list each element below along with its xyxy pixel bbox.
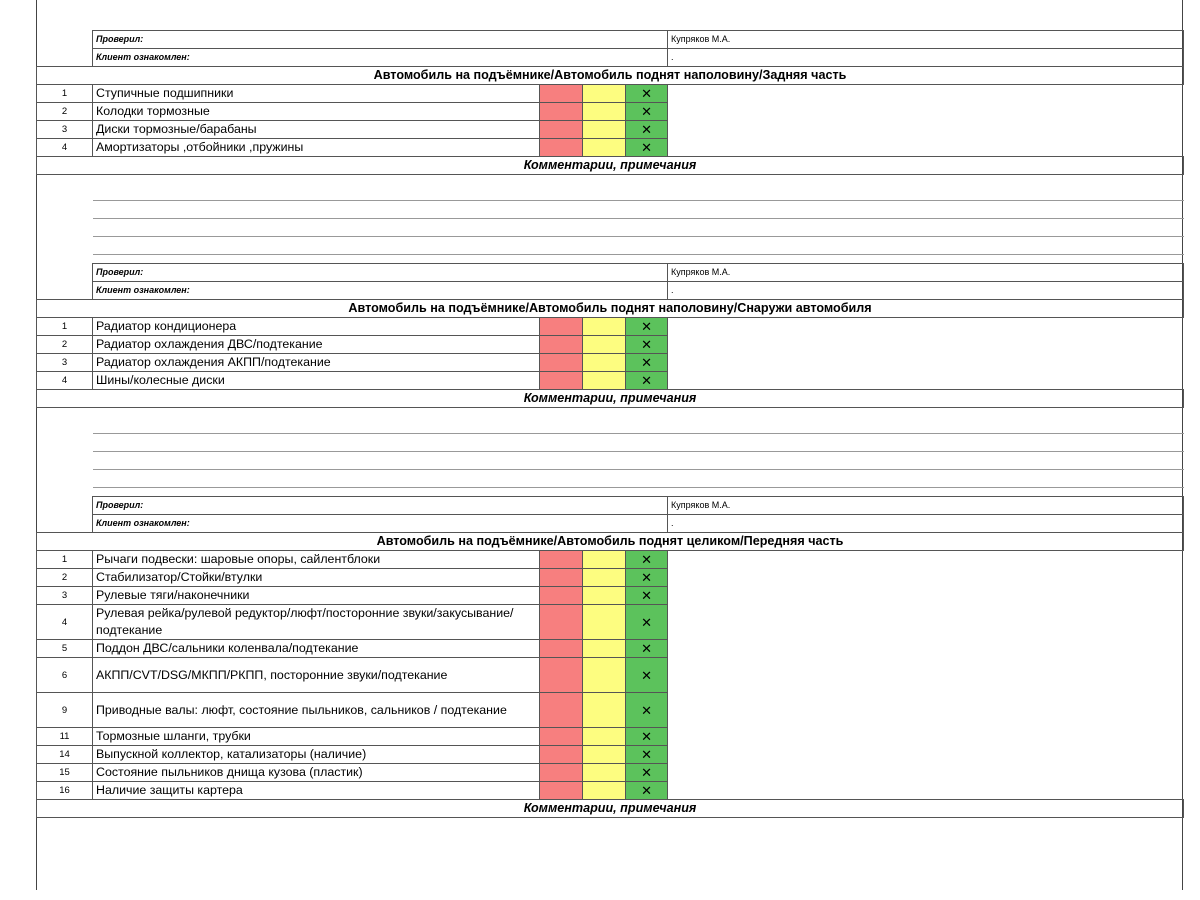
item-number: 3 [37,354,93,372]
comments-header: Комментарии, примечания [37,800,1184,818]
status-warn-cell[interactable] [583,746,626,764]
item-note-cell [668,605,1184,640]
item-number: 9 [37,693,93,728]
checked-by-label: Проверил: [93,497,668,515]
status-ok-mark[interactable]: ✕ [626,658,668,693]
spacer-cell [37,183,93,201]
section-title: Автомобиль на подъёмнике/Автомобиль поднят целиком/Передняя часть [37,533,1184,551]
client-acknowledged-value: . [668,515,1184,533]
item-number: 15 [37,764,93,782]
status-warn-cell[interactable] [583,640,626,658]
spacer-cell [37,282,93,300]
spacer-cell [37,219,93,237]
status-ok-mark[interactable]: ✕ [626,121,668,139]
status-ok-mark[interactable]: ✕ [626,551,668,569]
status-ok-mark[interactable]: ✕ [626,587,668,605]
item-text: Поддон ДВС/сальники коленвала/подтекание [93,640,540,658]
item-note-cell [668,693,1184,728]
comments-header: Комментарии, примечания [37,390,1184,408]
status-warn-cell[interactable] [583,551,626,569]
spacer-cell [37,497,93,515]
status-ok-mark[interactable]: ✕ [626,372,668,390]
spacer-row [37,175,1184,184]
status-warn-cell[interactable] [583,121,626,139]
spacer-cell [37,31,93,49]
client-acknowledged-label: Клиент ознакомлен: [93,515,668,533]
status-ok-mark[interactable]: ✕ [626,640,668,658]
status-warn-cell[interactable] [583,103,626,121]
item-text: Шины/колесные диски [93,372,540,390]
item-number: 5 [37,640,93,658]
status-bad-cell[interactable] [540,121,583,139]
item-text: Радиатор охлаждения АКПП/подтекание [93,354,540,372]
item-number: 16 [37,782,93,800]
status-bad-cell[interactable] [540,693,583,728]
status-warn-cell[interactable] [583,782,626,800]
item-note-cell [668,103,1184,121]
status-bad-cell[interactable] [540,764,583,782]
item-note-cell [668,728,1184,746]
item-text: Наличие защиты картера [93,782,540,800]
status-ok-mark[interactable]: ✕ [626,764,668,782]
spacer-row [37,408,1184,417]
item-note-cell [668,139,1184,157]
status-warn-cell[interactable] [583,728,626,746]
item-number: 4 [37,372,93,390]
item-number: 3 [37,121,93,139]
comment-line[interactable] [93,219,1184,237]
item-text: Приводные валы: люфт, состояние пыльников, сальников / подтекание [93,693,540,728]
status-bad-cell[interactable] [540,746,583,764]
spacer-cell [37,237,93,255]
item-text: Рулевые тяги/наконечники [93,587,540,605]
status-bad-cell[interactable] [540,605,583,640]
status-bad-cell[interactable] [540,354,583,372]
spacer-cell [37,515,93,533]
spacer-row [37,488,1184,497]
spacer-row [37,255,1184,264]
spacer-cell [37,416,93,434]
item-text: Рычаги подвески: шаровые опоры, сайлентблоки [93,551,540,569]
spacer-cell [37,470,93,488]
status-ok-mark[interactable]: ✕ [626,336,668,354]
comment-line[interactable] [93,434,1184,452]
status-bad-cell[interactable] [540,587,583,605]
item-text: Амортизаторы ,отбойники ,пружины [93,139,540,157]
status-ok-mark[interactable]: ✕ [626,139,668,157]
item-number: 4 [37,605,93,640]
status-bad-cell[interactable] [540,139,583,157]
status-warn-cell[interactable] [583,318,626,336]
client-acknowledged-value: . [668,282,1184,300]
status-ok-mark[interactable]: ✕ [626,605,668,640]
item-number: 14 [37,746,93,764]
status-ok-mark[interactable]: ✕ [626,746,668,764]
item-number: 2 [37,336,93,354]
status-ok-mark[interactable]: ✕ [626,782,668,800]
item-number: 1 [37,318,93,336]
status-ok-mark[interactable]: ✕ [626,693,668,728]
item-note-cell [668,85,1184,103]
status-warn-cell[interactable] [583,605,626,640]
status-bad-cell[interactable] [540,640,583,658]
spacer-cell [37,434,93,452]
comment-line[interactable] [93,416,1184,434]
status-ok-mark[interactable]: ✕ [626,354,668,372]
item-number: 4 [37,139,93,157]
comment-line[interactable] [93,470,1184,488]
item-text: Радиатор охлаждения ДВС/подтекание [93,336,540,354]
status-warn-cell[interactable] [583,372,626,390]
item-note-cell [668,336,1184,354]
client-acknowledged-value: . [668,49,1184,67]
item-number: 2 [37,103,93,121]
item-text: Выпускной коллектор, катализаторы (наличие) [93,746,540,764]
status-warn-cell[interactable] [583,764,626,782]
item-number: 1 [37,85,93,103]
item-text: Тормозные шланги, трубки [93,728,540,746]
status-warn-cell[interactable] [583,658,626,693]
item-note-cell [668,782,1184,800]
spacer-cell [37,49,93,67]
item-number: 6 [37,658,93,693]
status-warn-cell[interactable] [583,693,626,728]
spacer-cell [37,452,93,470]
item-text: Диски тормозные/барабаны [93,121,540,139]
item-note-cell [668,121,1184,139]
item-number: 1 [37,551,93,569]
comment-line[interactable] [93,237,1184,255]
status-bad-cell[interactable] [540,372,583,390]
comment-line[interactable] [93,183,1184,201]
status-bad-cell[interactable] [540,569,583,587]
item-note-cell [668,640,1184,658]
item-note-cell [668,587,1184,605]
checked-by-value: Купряков М.А. [668,31,1184,49]
comment-line[interactable] [93,452,1184,470]
status-warn-cell[interactable] [583,336,626,354]
status-warn-cell[interactable] [583,587,626,605]
status-ok-mark[interactable]: ✕ [626,728,668,746]
client-acknowledged-label: Клиент ознакомлен: [93,49,668,67]
checked-by-label: Проверил: [93,31,668,49]
inspection-sheet [36,30,1184,818]
status-bad-cell[interactable] [540,85,583,103]
item-note-cell [668,746,1184,764]
status-ok-mark[interactable]: ✕ [626,318,668,336]
item-text: Радиатор кондиционера [93,318,540,336]
section-title: Автомобиль на подъёмнике/Автомобиль поднят наполовину/Задняя часть [37,67,1184,85]
status-bad-cell[interactable] [540,318,583,336]
item-note-cell [668,551,1184,569]
comment-line[interactable] [93,201,1184,219]
client-acknowledged-label: Клиент ознакомлен: [93,282,668,300]
item-note-cell [668,658,1184,693]
status-bad-cell[interactable] [540,782,583,800]
item-note-cell [668,354,1184,372]
item-text: Рулевая рейка/рулевой редуктор/люфт/посторонние звуки/закусывание/подтекание [93,605,540,640]
status-warn-cell[interactable] [583,354,626,372]
status-bad-cell[interactable] [540,658,583,693]
status-warn-cell[interactable] [583,569,626,587]
status-warn-cell[interactable] [583,139,626,157]
item-number: 2 [37,569,93,587]
item-number: 11 [37,728,93,746]
status-bad-cell[interactable] [540,728,583,746]
status-bad-cell[interactable] [540,103,583,121]
item-note-cell [668,569,1184,587]
checked-by-value: Купряков М.А. [668,497,1184,515]
item-text: Стабилизатор/Стойки/втулки [93,569,540,587]
spacer-cell [37,264,93,282]
item-note-cell [668,764,1184,782]
item-text: Ступичные подшипники [93,85,540,103]
comments-header: Комментарии, примечания [37,157,1184,175]
status-ok-mark[interactable]: ✕ [626,85,668,103]
status-bad-cell[interactable] [540,551,583,569]
item-note-cell [668,318,1184,336]
checked-by-label: Проверил: [93,264,668,282]
status-bad-cell[interactable] [540,336,583,354]
spacer-cell [37,201,93,219]
item-text: АКПП/CVT/DSG/МКПП/РКПП, посторонние звуки/подтекание [93,658,540,693]
item-note-cell [668,372,1184,390]
checked-by-value: Купряков М.А. [668,264,1184,282]
item-number: 3 [37,587,93,605]
item-text: Колодки тормозные [93,103,540,121]
section-title: Автомобиль на подъёмнике/Автомобиль поднят наполовину/Снаружи автомобиля [37,300,1184,318]
item-text: Состояние пыльников днища кузова (пластик) [93,764,540,782]
status-ok-mark[interactable]: ✕ [626,103,668,121]
status-ok-mark[interactable]: ✕ [626,569,668,587]
status-warn-cell[interactable] [583,85,626,103]
